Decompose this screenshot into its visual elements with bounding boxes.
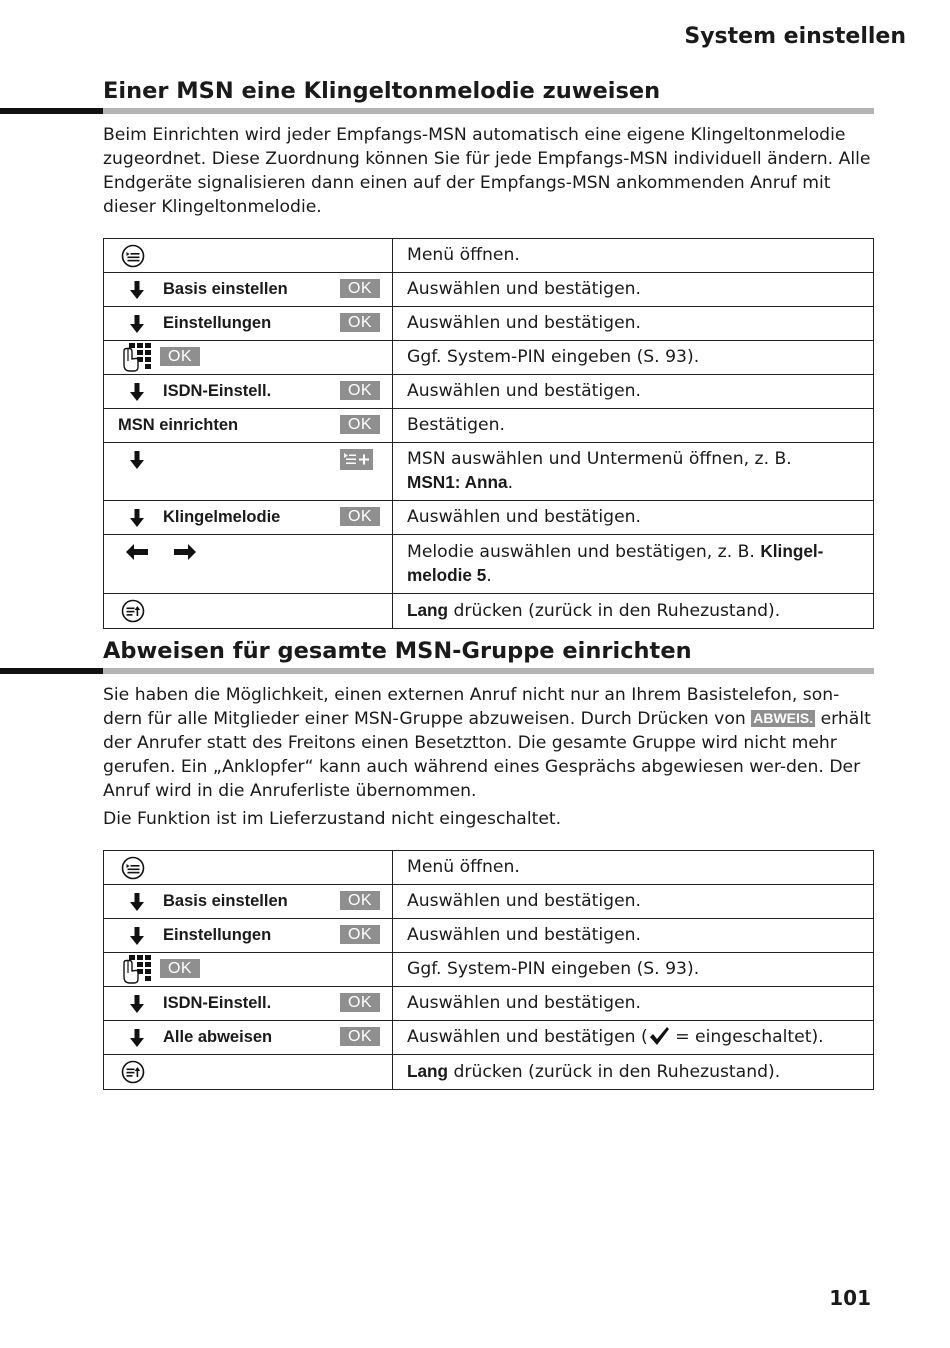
menu-item-label: Klingelmelodie <box>163 508 281 526</box>
step-action: Auswählen und bestätigen. <box>393 501 874 535</box>
step-action: Auswählen und bestätigen. <box>393 375 874 409</box>
ok-key: OK <box>340 381 380 400</box>
section-divider <box>0 108 874 114</box>
reject-key-badge: ABWEIS. <box>753 710 814 726</box>
step-action-text: Melodie auswählen und bestätigen, z. B. <box>407 542 755 562</box>
menu-item-label: MSN einrichten <box>118 416 239 434</box>
table-row <box>104 851 874 885</box>
section-ringtone <box>0 77 874 219</box>
menu-open-icon <box>121 856 145 880</box>
keypad-icon <box>120 343 154 373</box>
keypad-icon <box>120 955 154 985</box>
ok-key: OK <box>340 313 380 332</box>
section-divider <box>0 668 874 674</box>
ok-key: OK <box>340 279 380 298</box>
step-action <box>393 594 874 629</box>
menu-item-label: Basis einstellen <box>163 280 288 298</box>
arrow-down-icon <box>130 383 144 401</box>
step-action: Menü öffnen. <box>393 239 874 273</box>
step-action <box>393 1021 874 1055</box>
step-action-text: Auswählen und bestätigen ( <box>407 1027 648 1047</box>
intro-text: erhält der Anrufer statt des Freitons einen Besetztton. Die gesamte Gruppe wird nicht mehr gerufen. Ein „Anklopfer“ kann auch während eines Gesprächs abgewiesen wer-den. Der Anruf wird in die Anruferliste übernommen. <box>103 709 871 801</box>
step-action: Ggf. System-PIN eingeben (S. 93). <box>393 953 874 987</box>
intro-text: Sie haben die Möglichkeit, einen externen Anruf nicht nur an Ihrem Basistelefon, son-dern für alle Mitglieder einer MSN-Gruppe abzuweisen. Durch Drücken von <box>103 685 840 729</box>
step-action-bold: Lang <box>407 600 449 620</box>
step-action: Ggf. System-PIN eingeben (S. 93). <box>393 341 874 375</box>
menu-open-icon <box>121 244 145 268</box>
section-intro <box>103 683 873 803</box>
step-action: Auswählen und bestätigen. <box>393 987 874 1021</box>
step-action-suffix: = eingeschaltet). <box>669 1027 824 1047</box>
section-title: Einer MSN eine Klingeltonmelodie zuweisen <box>103 78 661 104</box>
menu-item-label: Basis einstellen <box>163 892 288 910</box>
step-action: Bestätigen. <box>393 409 874 443</box>
example-melody: Klingel-melodie 5 <box>407 541 824 585</box>
ok-key: OK <box>160 959 200 978</box>
arrow-down-icon <box>130 315 144 333</box>
section-intro: Beim Einrichten wird jeder Empfangs-MSN automatisch eine eigene Klingeltonmelodie zugeordnet. Diese Zuordnung können Sie für jede Empfangs-MSN individuell ändern. Alle Endgeräte signalisieren dann einen auf der Empfangs-MSN ankommenden Anruf mit dieser Klingeltonmelodie. <box>103 125 871 217</box>
table-row <box>104 409 874 443</box>
step-action: Auswählen und bestätigen. <box>393 273 874 307</box>
arrow-down-icon <box>130 451 144 469</box>
ok-key: OK <box>160 347 200 366</box>
ok-key: OK <box>340 415 380 434</box>
step-action-text: MSN auswählen und Untermenü öffnen, z. B. <box>407 449 792 469</box>
steps-table-ringtone <box>103 238 874 629</box>
table-row <box>104 375 874 409</box>
page-header-title: System einstellen <box>684 24 906 49</box>
table-row <box>104 987 874 1021</box>
table-row <box>104 535 874 594</box>
arrow-down-icon <box>130 927 144 945</box>
ok-key: OK <box>340 891 380 910</box>
page-number: 101 <box>829 1286 871 1310</box>
ok-key: OK <box>340 1027 380 1046</box>
section-note: Die Funktion ist im Lieferzustand nicht eingeschaltet. <box>103 809 562 829</box>
menu-item-label: Einstellungen <box>163 926 272 944</box>
menu-item-label: ISDN-Einstell. <box>163 994 272 1012</box>
step-action-suffix: . <box>507 473 514 493</box>
table-row <box>104 443 874 501</box>
ok-key: OK <box>340 507 380 526</box>
arrow-down-icon <box>130 281 144 299</box>
menu-item-label: Alle abweisen <box>163 1028 273 1046</box>
section-reject <box>0 637 874 831</box>
table-row <box>104 307 874 341</box>
step-action: Auswählen und bestätigen. <box>393 307 874 341</box>
arrow-down-icon <box>130 509 144 527</box>
ok-key: OK <box>340 925 380 944</box>
checkmark-icon <box>648 1026 670 1046</box>
step-action: Auswählen und bestätigen. <box>393 885 874 919</box>
step-action-text: drücken (zurück in den Ruhezustand). <box>448 1062 781 1082</box>
table-row <box>104 919 874 953</box>
step-action-bold: Lang <box>407 1061 449 1081</box>
step-action-suffix: . <box>486 566 492 586</box>
table-row <box>104 501 874 535</box>
arrow-down-icon <box>130 995 144 1013</box>
arrow-left-right-icon <box>126 543 196 561</box>
menu-item-label: Einstellungen <box>163 314 272 332</box>
end-call-icon <box>121 1060 145 1084</box>
step-action-text: drücken (zurück in den Ruhezustand). <box>448 601 781 621</box>
menu-item-label: ISDN-Einstell. <box>163 382 272 400</box>
table-row <box>104 239 874 273</box>
table-row <box>104 885 874 919</box>
arrow-down-icon <box>130 893 144 911</box>
submenu-icon <box>340 449 373 470</box>
step-action <box>393 1055 874 1090</box>
step-action: Menü öffnen. <box>393 851 874 885</box>
table-row <box>104 1021 874 1055</box>
end-call-icon <box>121 599 145 623</box>
table-row <box>104 953 874 987</box>
table-row <box>104 273 874 307</box>
arrow-down-icon <box>130 1029 144 1047</box>
table-row <box>104 341 874 375</box>
step-action <box>393 443 874 501</box>
ok-key: OK <box>340 993 380 1012</box>
steps-table-reject <box>103 850 874 1090</box>
step-action <box>393 535 874 594</box>
table-row <box>104 1055 874 1090</box>
example-msn: MSN1: Anna <box>407 472 508 492</box>
step-action: Auswählen und bestätigen. <box>393 919 874 953</box>
table-row <box>104 594 874 629</box>
section-title: Abweisen für gesamte MSN-Gruppe einrichten <box>103 638 692 664</box>
